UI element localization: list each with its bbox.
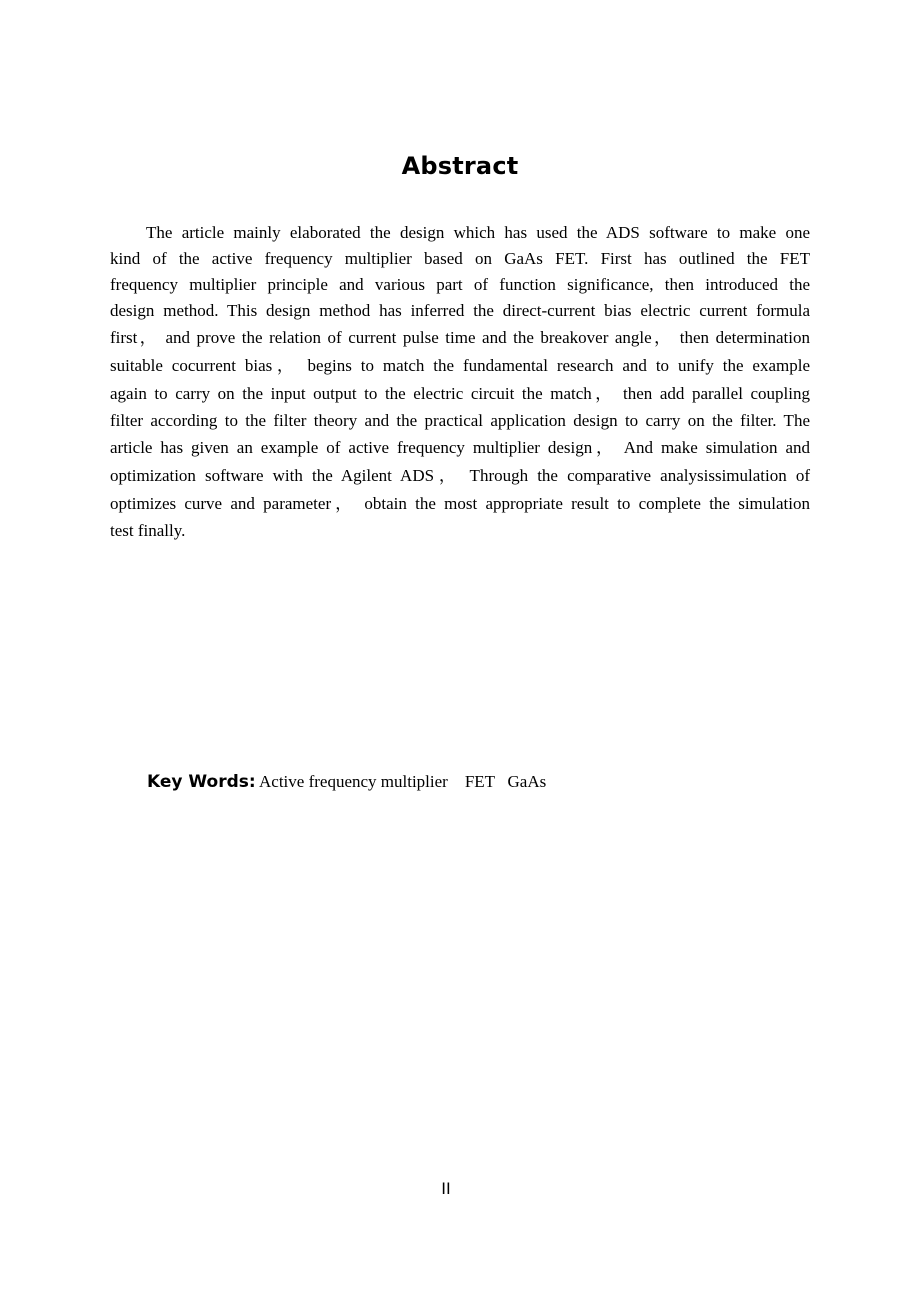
abstract-line-12: test finally.	[110, 521, 186, 540]
keywords-label: Key Words:	[147, 772, 256, 792]
abstract-line-11: optimizes curve and parameter， obtain the most appropriate result to complete the simulation	[110, 494, 810, 513]
page-number: II	[441, 1179, 451, 1198]
abstract-line-8: filter according to the filter theory and the practical application design to carry on the filter. The	[110, 411, 810, 430]
abstract-body	[110, 220, 810, 544]
abstract-line-7: again to carry on the input output to the electric circuit the match， then add parallel coupling	[110, 384, 810, 403]
abstract-line-1: The article mainly elaborated the design which has used the ADS software to make one	[146, 223, 810, 242]
abstract-line-5: first， and prove the relation of current pulse time and the breakover angle， then determination	[110, 328, 810, 347]
abstract-line-3: frequency multiplier principle and various part of function significance, then introduced the	[110, 275, 810, 294]
abstract-line-4: design method. This design method has inferred the direct-current bias electric current formula	[110, 301, 810, 320]
abstract-title: Abstract	[401, 152, 519, 180]
abstract-line-2: kind of the active frequency multiplier based on GaAs FET. First has outlined the FET	[110, 249, 810, 268]
abstract-line-10: optimization software with the Agilent ADS， Through the comparative analysissimulation of	[110, 466, 810, 485]
keywords-line	[147, 772, 546, 792]
keywords-values: Active frequency multiplier FET GaAs	[255, 772, 547, 791]
abstract-line-9: article has given an example of active frequency multiplier design， And make simulation and	[110, 438, 810, 457]
abstract-line-6: suitable cocurrent bias， begins to match the fundamental research and to unify the example	[110, 356, 810, 375]
